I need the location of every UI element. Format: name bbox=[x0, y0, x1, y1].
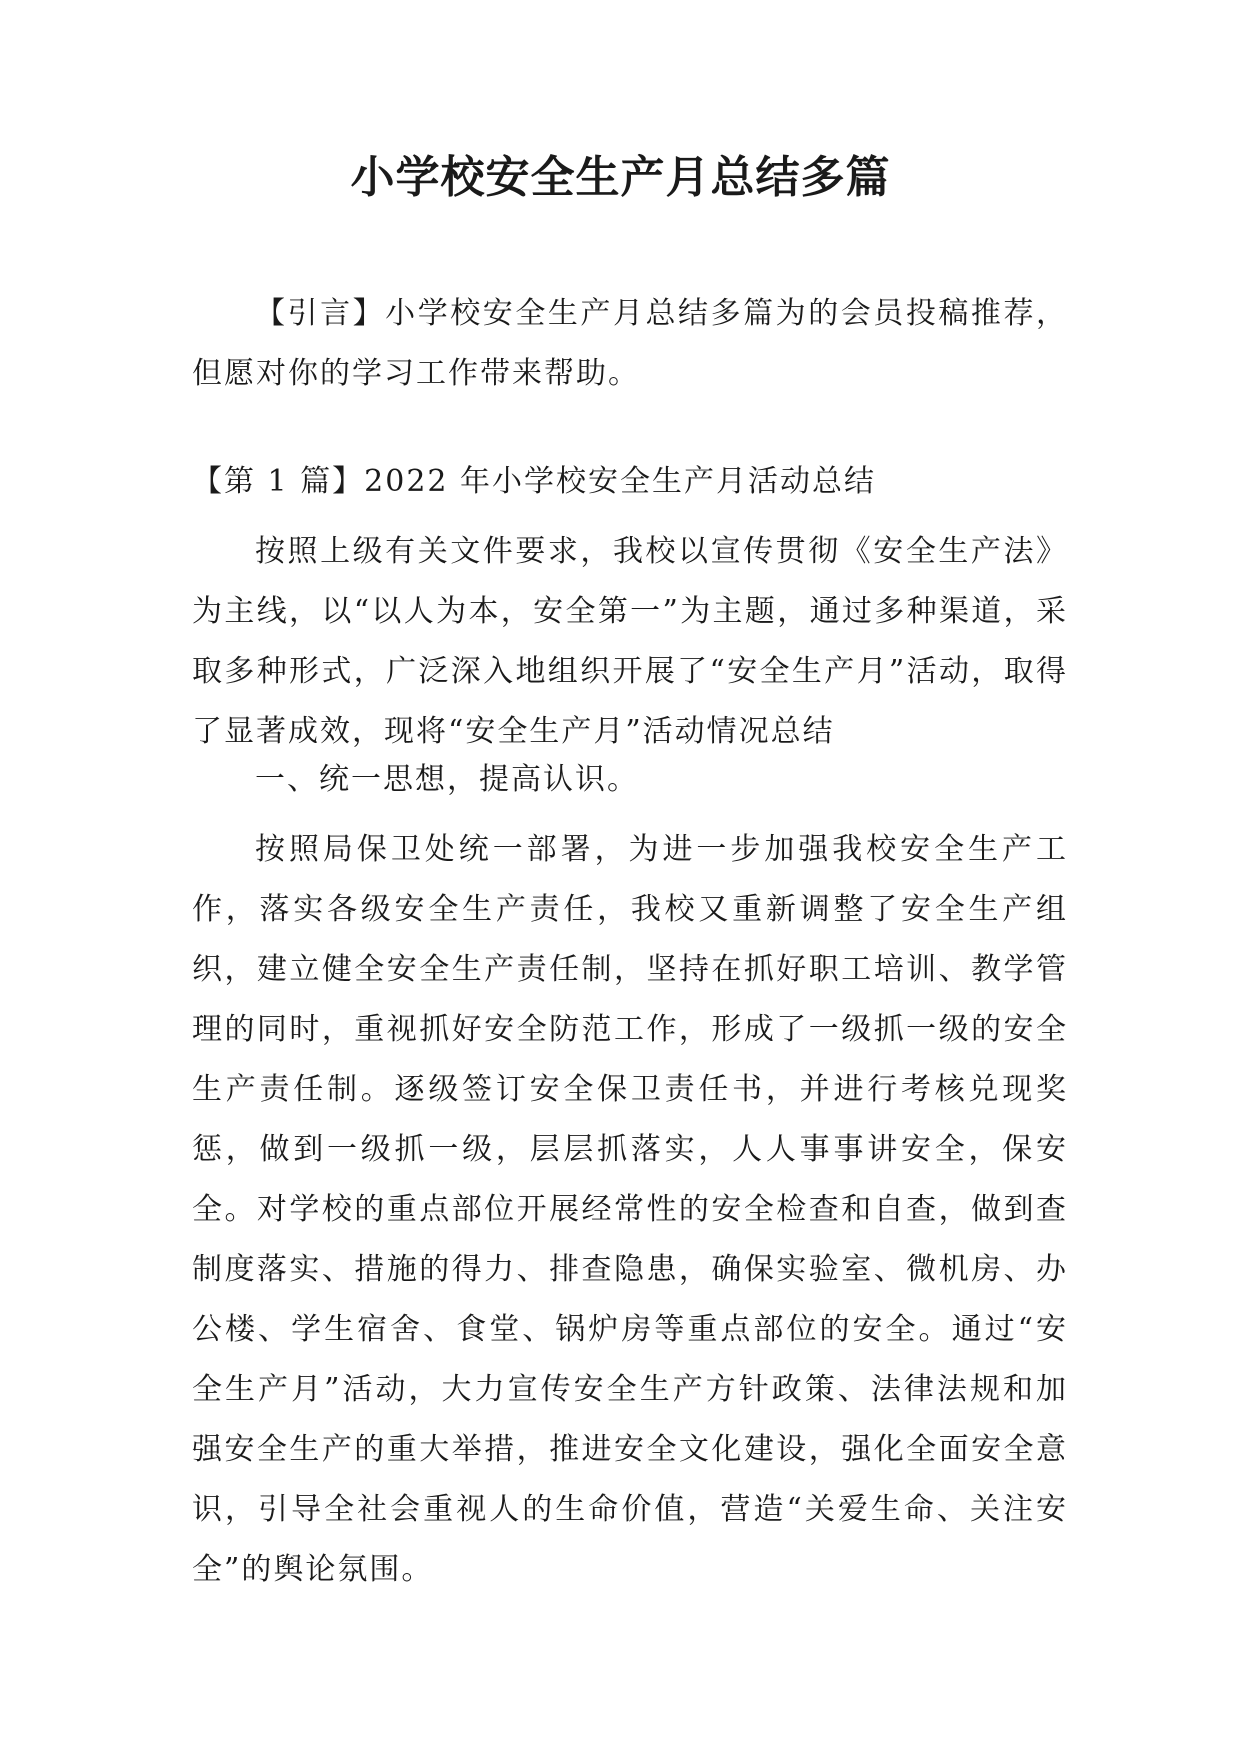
body-paragraph: 按照上级有关文件要求，我校以宣传贯彻《安全生产法》为主线，以“以人为本，安全第一”为主题，通过多种渠道，采取多种形式，广泛深入地组织开展了“安全生产月”活动，取得了显著成效，现将“安全生产月”活动情况总结 bbox=[192, 534, 1068, 749]
document-title: 小学校安全生产月总结多篇 bbox=[350, 152, 891, 203]
body-paragraph: 按照局保卫处统一部署，为进一步加强我校安全生产工作，落实各级安全生产责任，我校又重新调整了安全生产组织，建立健全安全生产责任制，坚持在抓好职工培训、教学管理的同时，重视抓好安全防范工作，形成了一级抓一级的安全生产责任制。逐级签订安全保卫责任书，并进行考核兑现奖惩，做到一级抓一级，层层抓落实，人人事事讲安全，保安全。对学校的重点部位开展经常性的安全检查和自查，做到查制度落实、措施的得力、排查隐患，确保实验室、微机房、办公楼、学生宿舍、食堂、锅炉房等重点部位的安全。通过“安全生产月”活动，大力宣传安全生产方针政策、法律法规和加强安全生产的重大举措，推进安全文化建设，强化全面安全意识，引导全社会重视人的生命价值，营造“关爱生命、关注安全”的舆论氛围。 bbox=[192, 832, 1068, 1587]
subheading: 一、统一思想，提高认识。 bbox=[255, 762, 639, 797]
section-heading: 【第 1 篇】2022 年小学校安全生产月活动总结 bbox=[192, 464, 877, 499]
intro-paragraph: 【引言】小学校安全生产月总结多篇为的会员投稿推荐，但愿对你的学习工作带来帮助。 bbox=[192, 296, 1068, 391]
